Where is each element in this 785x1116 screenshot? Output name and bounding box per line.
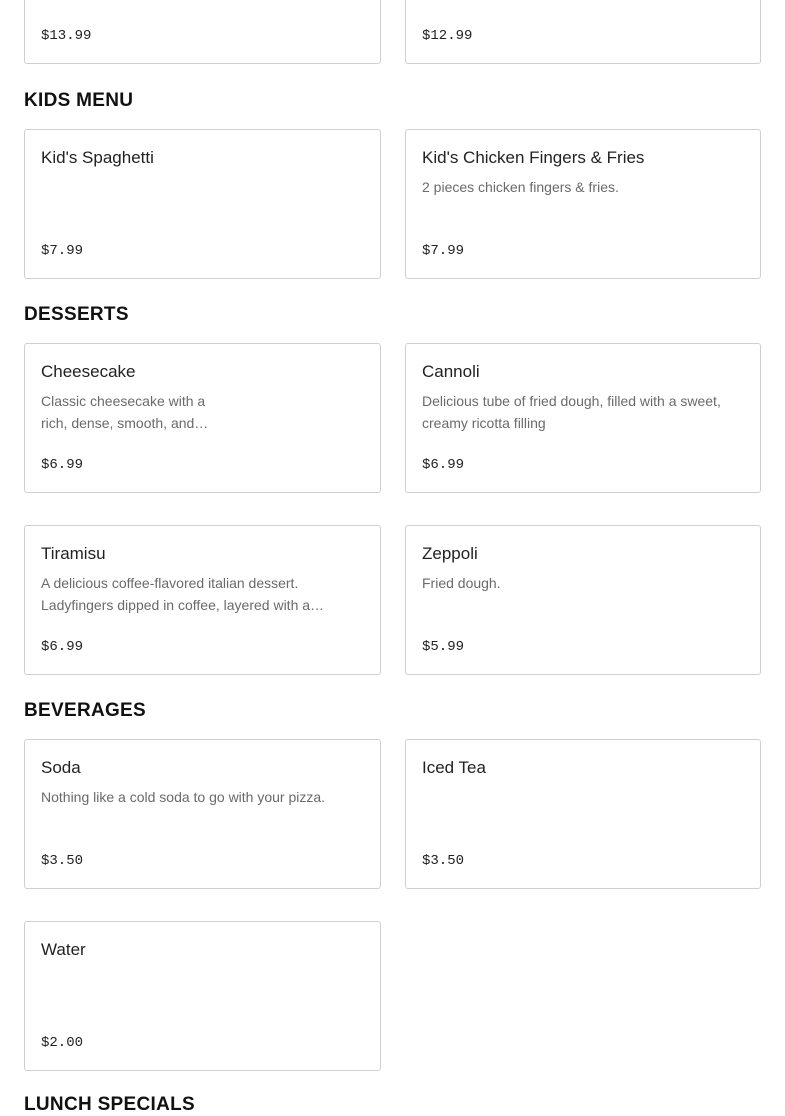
menu-item-card[interactable]	[24, 921, 381, 1071]
item-name: Kid's Chicken Fingers & Fries	[422, 148, 645, 167]
section-title-kids-menu: KIDS MENU	[24, 90, 134, 111]
section-title-lunch-specials: LUNCH SPECIALS	[24, 1094, 195, 1115]
item-price: $3.50	[422, 853, 465, 869]
item-price: $7.99	[422, 243, 465, 259]
menu-item-card[interactable]	[405, 525, 761, 675]
menu-item-card[interactable]	[405, 739, 761, 889]
item-price: $5.99	[422, 639, 465, 655]
menu-item-card[interactable]	[405, 129, 761, 279]
item-name: Cannoli	[422, 362, 480, 381]
item-price: $13.99	[41, 28, 92, 44]
item-description: Classic cheesecake with a rich, dense, smooth, and…	[41, 393, 209, 431]
item-price: $3.50	[41, 853, 84, 869]
menu-item-card[interactable]	[24, 343, 381, 493]
item-price: $12.99	[422, 28, 473, 44]
item-name: Cheesecake	[41, 362, 136, 381]
item-description: A delicious coffee-flavored italian dessert. Ladyfingers dipped in coffee, layered with a…	[41, 575, 325, 613]
item-description: 2 pieces chicken fingers & fries.	[422, 179, 619, 195]
section-title-beverages: BEVERAGES	[24, 700, 147, 721]
item-name: Soda	[41, 758, 81, 777]
section-title-desserts: DESSERTS	[24, 304, 129, 325]
menu-item-card[interactable]	[24, 739, 381, 889]
menu-item-card[interactable]	[24, 525, 381, 675]
menu-item-card[interactable]	[24, 129, 381, 279]
item-name: Iced Tea	[422, 758, 486, 777]
item-price: $6.99	[422, 457, 465, 473]
item-price: $6.99	[41, 457, 84, 473]
item-name: Tiramisu	[41, 544, 106, 563]
item-description: Nothing like a cold soda to go with your pizza.	[41, 789, 326, 805]
item-name: Kid's Spaghetti	[41, 148, 154, 167]
menu-item-card[interactable]	[24, 0, 381, 64]
item-name: Water	[41, 940, 86, 959]
item-description: Fried dough.	[422, 575, 501, 591]
item-price: $2.00	[41, 1035, 84, 1051]
item-name: Zeppoli	[422, 544, 478, 563]
item-description: Delicious tube of fried dough, filled with a sweet, creamy ricotta filling	[422, 393, 721, 431]
item-price: $6.99	[41, 639, 84, 655]
item-price: $7.99	[41, 243, 84, 259]
menu-item-card[interactable]	[405, 343, 761, 493]
menu-item-card[interactable]	[405, 0, 761, 64]
